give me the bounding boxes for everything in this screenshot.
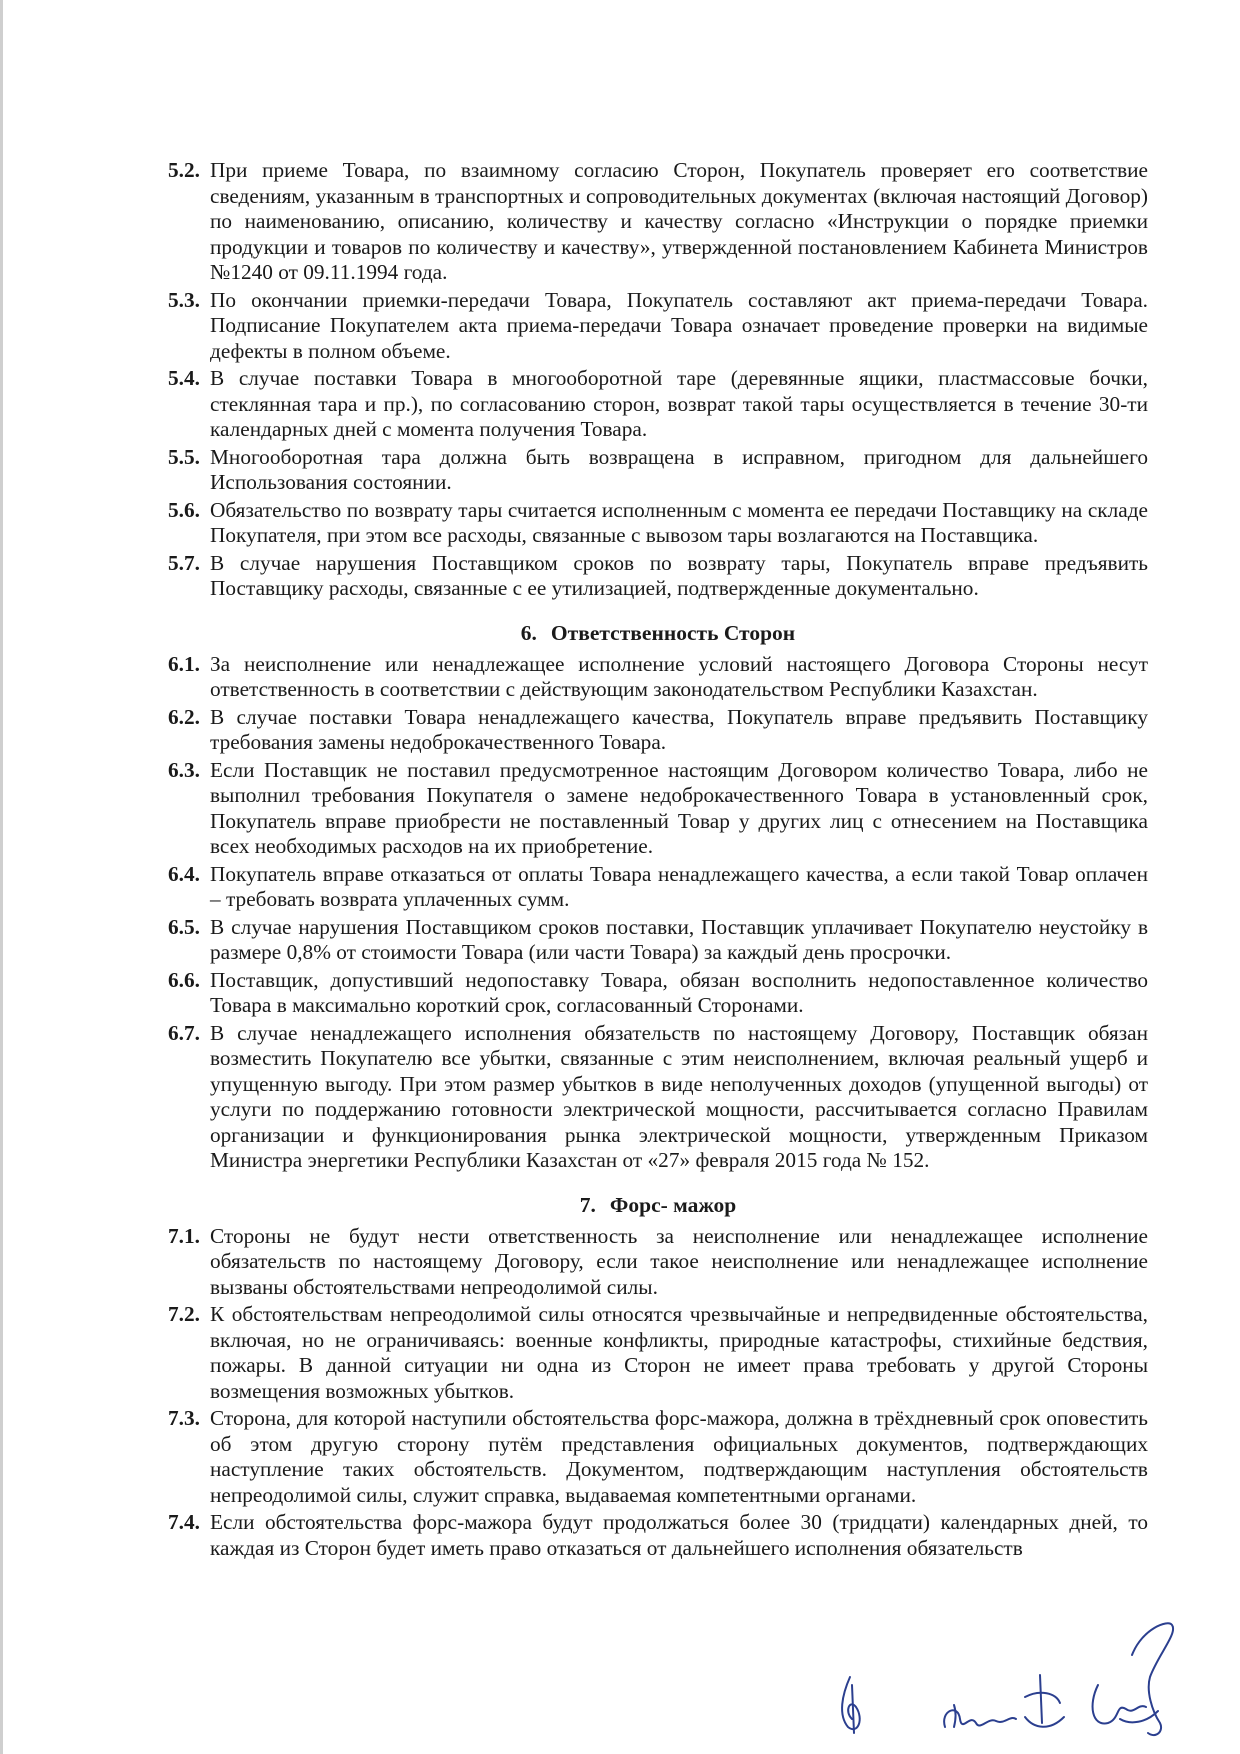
clause-6-5 (168, 915, 1148, 966)
clause-5-2 (168, 158, 1148, 286)
section-heading-6 (168, 621, 1148, 646)
clause-text: Поставщик, допустивший недопоставку Товара, обязан восполнить недопоставленное количество Товара в максимально короткий срок, согласованный Сторонами. (210, 967, 1148, 1017)
clause-6-7 (168, 1021, 1148, 1174)
clause-6-6 (168, 968, 1148, 1019)
clause-number: 6.2. (168, 704, 200, 729)
clause-text: В случае ненадлежащего исполнения обязательств по настоящему Договору, Поставщик обязан возместить Покупателю все убытки, связанные с этим неисполнением, включая реальный ущерб и упущенную выгоду. При этом размер убытков в виде неполученных доходов (упущенной выгоды) от услуги по поддержанию готовности электрической мощности, рассчитывается согласно Правилам организации и функционирования рынка электрической мощности, утвержденным Приказом Министра энергетики Республики Казахстан от «27» февраля 2015 года № 152. (210, 1020, 1148, 1172)
scan-edge (0, 0, 3, 1754)
clause-text: В случае поставки Товара в многооборотной таре (деревянные ящики, пластмассовые бочки, стеклянная тара и пр.), по согласованию сторон, возврат такой тары осуществляется в течение 30-ти календарных дней с момента получения Товара. (210, 366, 1148, 441)
clause-text: Многооборотная тара должна быть возвращена в исправном, пригодном для дальнейшего Использования состоянии. (210, 444, 1148, 494)
clause-number: 6.5. (168, 914, 200, 939)
clause-5-5 (168, 445, 1148, 496)
clause-number: 7.1. (168, 1223, 200, 1248)
clause-text: В случае нарушения Поставщиком сроков по возврату тары, Покупатель вправе предъявить Поставщику расходы, связанные с ее утилизацией, подтвержденные документально. (210, 550, 1148, 600)
section-title: Форс- мажор (609, 1192, 737, 1217)
contract-text (168, 158, 1148, 1563)
signatures (820, 1615, 1220, 1745)
clause-6-1 (168, 652, 1148, 703)
clause-number: 6.1. (168, 651, 200, 676)
clause-number: 7.2. (168, 1302, 200, 1326)
clause-text: К обстоятельствам непреодолимой силы относятся чрезвычайные и непредвиденные обстоятельства, включая, но не ограничиваясь: военные конфликты, природные катастрофы, стихийные бедствия, пожары. В данной ситуации ни одна из Сторон не имеет права требовать у другой Стороны возмещения возможных убытков. (210, 1302, 1148, 1403)
clause-text: Обязательство по возврату тары считается исполненным с момента ее передачи Поставщику на складе Покупателя, при этом все расходы, связанные с вывозом тары возлагаются на Поставщика. (210, 497, 1148, 547)
clause-text: Сторона, для которой наступили обстоятельства форс-мажора, должна в трёхдневный срок оповестить об этом другую сторону путём представления официальных документов, подтверждающих наступление таких обстоятельств. Документом, подтверждающим наступления обстоятельств непреодолимой силы, служит справка, выдаваемая компетентными органами. (210, 1406, 1148, 1507)
clause-text: По окончании приемки-передачи Товара, Покупатель составляют акт приема-передачи Товара. Подписание Покупателем акта приема-передачи Товара означает проведение проверки на видимые дефекты в полном объеме. (210, 287, 1148, 363)
clause-6-2 (168, 705, 1148, 756)
clause-number: 5.4. (168, 366, 200, 390)
clause-5-4 (168, 366, 1148, 443)
clause-number: 6.4. (168, 861, 200, 886)
clause-7-3 (168, 1406, 1148, 1508)
clause-text: Если Поставщик не поставил предусмотренное настоящим Договором количество Товара, либо не выполнил требования Покупателя о замене недоброкачественного Товара в установленный срок, Покупатель вправе приобрести не поставленный Товар у других лиц с отнесением на Поставщика всех необходимых расходов на их приобретение. (210, 757, 1148, 858)
clause-text: Стороны не будут нести ответственность за неисполнение или ненадлежащее исполнение обязательств по настоящему Договору, если такое неисполнение или ненадлежащее исполнение вызваны обстоятельствами непреодолимой силы. (210, 1223, 1148, 1299)
clause-number: 5.6. (168, 497, 200, 522)
clause-text: Если обстоятельства форс-мажора будут продолжаться более 30 (тридцати) календарных дней, то каждая из Сторон будет иметь право отказаться от дальнейшего исполнения обязательств (210, 1510, 1148, 1560)
signature-marks-icon (820, 1615, 1220, 1745)
clause-number: 5.5. (168, 444, 200, 469)
clause-5-7 (168, 551, 1148, 602)
clause-7-4 (168, 1510, 1148, 1561)
clause-7-1 (168, 1224, 1148, 1301)
clause-text: В случае нарушения Поставщиком сроков поставки, Поставщик уплачивает Покупателю неустойку в размере 0,8% от стоимости Товара (или части Товара) за каждый день просрочки. (210, 914, 1148, 964)
clause-number: 5.7. (168, 550, 200, 575)
clause-number: 6.7. (168, 1020, 200, 1045)
clause-7-2 (168, 1302, 1148, 1404)
clause-6-3 (168, 758, 1148, 860)
clause-text: Покупатель вправе отказаться от оплаты Товара ненадлежащего качества, а если такой Товар оплачен – требовать возврата уплаченных сумм. (210, 861, 1148, 911)
clause-number: 6.3. (168, 757, 200, 782)
section-title: Ответственность Сторон (550, 620, 796, 645)
clause-5-3 (168, 288, 1148, 365)
clause-number: 5.2. (168, 158, 200, 182)
clause-5-6 (168, 498, 1148, 549)
clause-number: 6.6. (168, 967, 200, 992)
clause-text: За неисполнение или ненадлежащее исполнение условий настоящего Договора Стороны несут ответственность в соответствии с действующим законодательством Республики Казахстан. (210, 651, 1148, 701)
clause-number: 7.4. (168, 1510, 200, 1534)
clause-number: 7.3. (168, 1406, 200, 1430)
clause-6-4 (168, 862, 1148, 913)
clause-text: В случае поставки Товара ненадлежащего качества, Покупатель вправе предъявить Поставщику требования замены недоброкачественного Товара. (210, 704, 1148, 754)
section-number: 7. (579, 1192, 596, 1217)
clause-number: 5.3. (168, 287, 200, 312)
section-number: 6. (520, 620, 537, 645)
section-heading-7 (168, 1193, 1148, 1218)
clause-text: При приеме Товара, по взаимному согласию Сторон, Покупатель проверяет его соответствие сведениям, указанным в транспортных и сопроводительных документах (включая настоящий Договор) по наименованию, описанию, количеству и качеству согласно «Инструкции о порядке приемки продукции и товаров по количеству и качеству», утвержденной постановлением Кабинета Министров №1240 от 09.11.1994 года. (210, 158, 1148, 284)
